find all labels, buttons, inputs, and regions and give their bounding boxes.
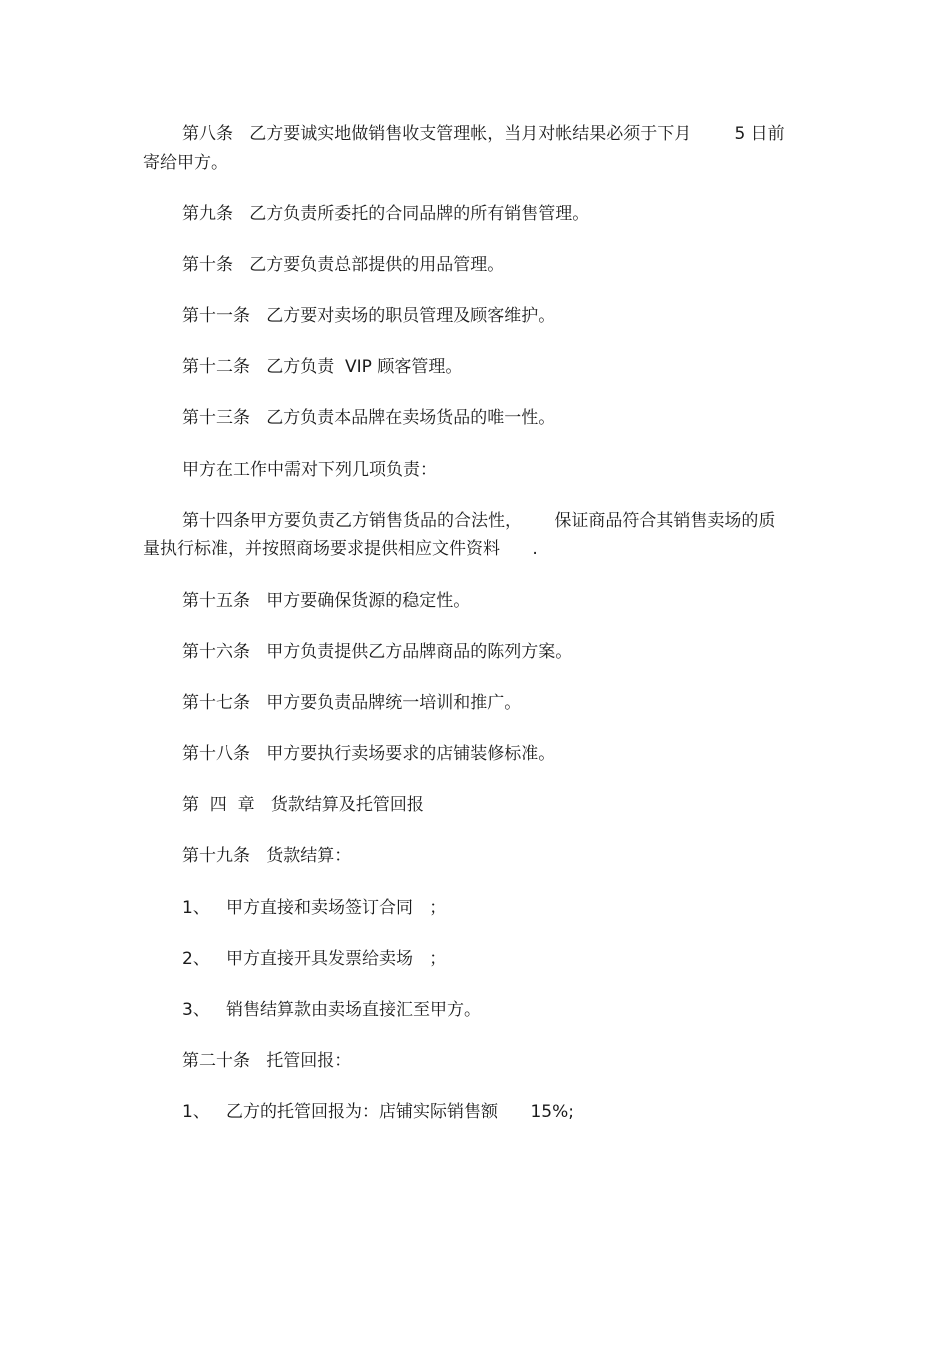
article-10: 第十条 乙方要负责总部提供的用品管理。 [182,255,505,275]
article-18: 第十八条 甲方要执行卖场要求的店铺装修标准。 [182,744,556,764]
article-19: 第十九条 货款结算： [182,846,352,866]
article-19-item-1: 1、 甲方直接和卖场签订合同 ； [182,898,447,918]
article-13: 第十三条 乙方负责本品牌在卖场货品的唯一性。 [182,408,556,428]
chapter-4-heading: 第 四 章 货款结算及托管回报 [182,795,424,815]
article-19-item-3: 3、 销售结算款由卖场直接汇至甲方。 [182,1000,482,1020]
article-16: 第十六条 甲方负责提供乙方品牌商品的陈列方案。 [182,642,573,662]
article-20: 第二十条 托管回报： [182,1051,352,1071]
article-14-line-1: 第十四条甲方要负责乙方销售货品的合法性， 保证商品符合其销售卖场的质 [182,511,776,531]
article-19-item-2: 2、 甲方直接开具发票给卖场 ； [182,949,447,969]
article-15: 第十五条 甲方要确保货源的稳定性。 [182,591,471,611]
article-8-line-2: 寄给甲方。 [143,153,228,173]
article-20-item-1: 1、 乙方的托管回报为：店铺实际销售额 15%; [182,1102,574,1122]
article-11: 第十一条 乙方要对卖场的职员管理及顾客维护。 [182,306,556,326]
party-a-intro: 甲方在工作中需对下列几项负责： [182,460,437,480]
article-9: 第九条 乙方负责所委托的合同品牌的所有销售管理。 [182,204,590,224]
article-12: 第十二条 乙方负责 VIP 顾客管理。 [182,357,463,377]
article-14-line-2: 量执行标准，并按照商场要求提供相应文件资料 . [143,539,538,559]
article-17: 第十七条 甲方要负责品牌统一培训和推广。 [182,693,522,713]
article-8-line-1: 第八条 乙方要诚实地做销售收支管理帐，当月对帐结果必须于下月 5 日前 [182,124,785,144]
